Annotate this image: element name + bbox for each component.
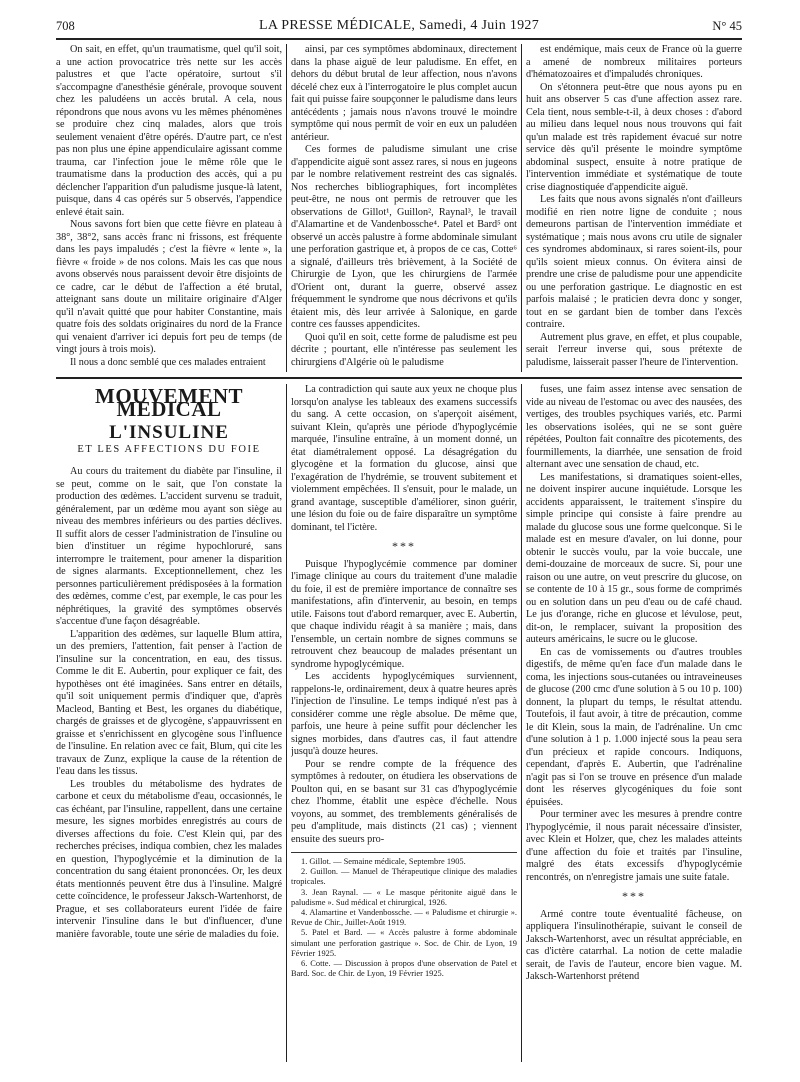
paragraph: On sait, en effet, qu'un traumatisme, quel qu'il soit, a une action provocatrice très nette sur les accès palustres et que l'acte opératoire, surtout s'il s'accompagne d'anesthésie générale, provoque souvent chez les paludéens un accès brutal. A cela, nous répondrons que nous avons vu les mêmes phénomènes se produire chez cinq malades, alors que trois seulement venaient d'être opérés. D'autre part, ce n'est pas non plus une épine appendiculaire agissant comme trauma, car l'infection joue le même rôle que le traumatisme dans la production des accès, qui a pu déclencher l'apparition d'un paludisme jusque-là latent, puisque, dans 4 cas opérés sur 5 observés, l'appendice enlevé était sain. [56,44,282,218]
paragraph: Les faits que nous avons signalés n'ont d'ailleurs modifié en rien notre ligne de conduite ; nous demeurons partisan de l'intervention immédiate et systématique ; mais nous avons cru utile de signaler ces syndromes abdominaux, si rares soient-ils, pour qu'ils soient mieux connus. On évitera ainsi de prendre une crise de paludisme pour une appendicite ou une perforation gastrique. Le diagnostic en est parfois malaisé ; le praticien devra donc y songer, tout en se gardant bien de tomber dans l'excès contraire. [526,194,742,330]
page-number: 708 [56,19,75,33]
paragraph: On s'étonnera peut-être que nous ayons pu en huit ans observer 5 cas d'une affection assez rare. Cela tient, nous semble-t-il, à deux choses : d'abord au milieu dans lequel nous nous trouvons qui fait qu'un malade est très rapidement évacué sur notre service dès qu'il présente le moindre symptôme abdominal suspect, ensuite à notre pratique de l'intervention immédiate et systématique de toute crise diagnostiquée d'appendicite aiguë. [526,81,742,193]
column-divider [286,44,287,372]
header-rule [56,38,742,40]
footnote: 5. Patel et Bard. — « Accès palustre à forme abdominale simulant une perforation gastrique ». Soc. de Chir. de Lyon, 19 Février 1925. [291,928,517,958]
paragraph: est endémique, mais ceux de France où la guerre a amené de nombreux militaires porteurs d'hématozoaires et d'impaludés chroniques. [526,44,742,80]
paragraph: Au cours du traitement du diabète par l'insuline, il se peut, comme on le sait, que l'on constate la production des œdèmes. L'accident survenu se traduit, généralement, par un œdème mou ayant son siège au niveau des membres inférieurs ou des parties déclives. Il suffit alors de cesser l'administration de l'insuline ou bien d'instituer un régime hypochloruré, sans interrompre le traitement, pour amener la disparition de signes alarmants. Exceptionnellement, chez les personnes particulièrement prédisposées à la formation des œdèmes, comme c'est, par exemple, le cas pour les néphrétiques, la gravité des symptômes observés s'accentue d'une façon désagréable. [56,466,282,627]
paragraph: Il nous a donc semblé que ces malades entraient [70,356,266,368]
footnote: 4. Alamartine et Vandenbossche. — « Paludisme et chirurgie ». Revue de Chir., Juillet-Août 1919. [291,908,517,928]
paragraph: Autrement plus grave, en effet, et plus coupable, serait l'erreur inverse qui, sous prétexte de paludisme, laisserait passer l'heure de l'intervention. [526,331,742,368]
section-rule [56,377,742,379]
section-separator: *** [622,889,646,903]
paragraph: La contradiction qui saute aux yeux ne choque plus lorsqu'on analyse les tableaux des examens successifs du sang. A cette occasion, on s'aperçoit aisément, suivant Klein, qu'après une période d'hypoglycémie marquée, l'insuline entraîne, à un moment donné, un état diamétralement opposé. La désagrégation du glycogène et la formation du glucose, ainsi que l'exagération de l'hydrémie, se trouvent subitement et violemment empêchées. Il s'ensuit, pour le malade, un grand avantage, susceptible d'améliorer, sinon guérir, une lésion du foie ou de faire disparaître un symptôme dominant, tel l'ictère. [291,384,517,533]
footnote: 1. Gillot. — Semaine médicale, Septembre 1905. [301,857,466,866]
top-column-2 [291,44,517,374]
paragraph: fuses, une faim assez intense avec sensation de vide au niveau de l'estomac ou avec des nausées, des vertiges, des troubles psychiques variés, etc. Parmi les observations isolées, qui ne se sont guère répétées, Poulton fait connaître des picotements, des fourmillements, la diarrhée, une sensation de froid alternant avec une sensation de chaud, etc. [526,384,742,470]
paragraph: Ces formes de paludisme simulant une crise d'appendicite aiguë sont assez rares, si nous en jugeons par le nombre relativement restreint des cas signalés. Nos recherches bibliographiques, fort incomplètes peut-être, ne nous ont permis de retrouver que les observations de Gillot¹, Guillon², Raynal³, le travail d'Alamartine et de Vandenbossche⁴. Patel et Bard⁵ ont observé un accès palustre à forme abdominale simulant une perforation gastrique et, à propos de ce cas, Cotte⁶ a signalé, d'ailleurs très brièvement, à la Société de Chirurgie de Lyon, que les chirurgiens de l'armée d'Orient ont, durant la guerre, observé assez fréquemment le syndrome que nous décrivons et qu'ils étaient mis, dès leur arrivée à Salonique, en garde contre ces fausses appendicites. [291,144,517,330]
bottom-column-2 [291,384,517,1064]
paragraph: Nous savons fort bien que cette fièvre en plateau à 38°, 38°2, sans accès franc ni frissons, est fréquente dans les pays impaludés ; c'est la fièvre « lente », la fièvre « froide » de nos colons. Mais les cas que nous avons observés nous paraissent devoir être disjoints de ce cadre, car le début de l'affection a été brutal, atteignant sans doute un militaire originaire d'Alger qu'il n'avait quitté que pour habiter Constantine, mais quatre fois des soldats originaires du nord de la France qui venaient d'arriver ici depuis fort peu de temps (de vingt jours à trois mois). [56,219,282,355]
article-subtitle: ET LES AFFECTIONS DU FOIE [77,443,261,455]
top-column-1 [56,44,282,374]
bottom-column-1 [56,384,282,1064]
paragraph: ainsi, par ces symptômes abdominaux, directement dans la phase aiguë de leur paludisme. En effet, en dehors du début brutal de leur affection, nous n'avons décelé chez eux à l'interrogatoire le plus complet aucun fait qui puisse faire soupçonner le paludisme dans leurs antécédents ; jamais nous n'avons trouvé le moindre symptôme qui nous permît de voir en eux un paludéen antérieur. [291,44,517,143]
journal-title: LA PRESSE MÉDICALE, Samedi, 4 Juin 1927 [258,18,540,33]
paragraph: Pour se rendre compte de la fréquence des symptômes à redouter, on étudiera les observations de Poulton qui, en se basant sur 31 cas d'hypoglycémie chez l'homme, établit une espèce d'échelle. Nous voyons, au sommet, des tremblements généralisés de peu d'amplitude, mais distincts (21 cas) ; viennent ensuite des sueurs pro- [291,758,517,845]
column-divider [521,384,522,1062]
top-column-3 [526,44,742,374]
column-divider [286,384,287,1062]
page-header [56,17,742,37]
column-divider [521,44,522,372]
section-separator: *** [392,539,416,553]
footnote: 2. Guillon. — Manuel de Thérapeutique clinique des maladies tropicales. [291,867,517,887]
footnote: 3. Jean Raynal. — « Le masque péritonite aiguë dans le paludisme ». Sud médical et chirurgical, 1926. [291,887,517,907]
article-title: L'INSULINE [109,422,229,443]
paragraph: Puisque l'hypoglycémie commence par dominer l'image clinique au cours du traitement d'une maladie du foie, il est de première importance de connaître ses manifestations, afin d'intervenir, au besoin, en temps utile. Faisons tout d'abord remarquer, avec E. Aubertin, que chaque individu réagit à sa manière ; mais, dans l'ensemble, un certain nombre de signes communs se retrouvent chez beaucoup de malades présentant un syndrome hypoglycémique. [291,558,517,670]
bottom-column-3 [526,384,742,1064]
paragraph: L'apparition des œdèmes, sur laquelle Blum attira, un des premiers, l'attention, fait penser à l'action de l'insuline sur la concentration, en eau, des tissus. Comme le dit E. Aubertin, pour expliquer ce fait, des hypothèses ont été imaginées. Sans entrer en détails, qu'il soit uniquement permis d'indiquer que, d'après Macleod, Banting et Best, les organes du diabétique, chargés de graisses et de glycogène, s'appauvrissent en graisse et s'enrichissent en glycogène sous l'influence de l'insuline. En relation avec ce fait, Blum, qui cite les travaux de Zunz, explique la cause de la rétention de l'eau dans les tissus. [56,628,282,777]
paragraph: Les accidents hypoglycémiques surviennent, rappelons-le, ordinairement, deux à quatre heures après l'injection de l'insuline. Le temps indiqué n'est pas à considérer comme une règle absolue. De même que, parfois, une heure à peine suffit pour déclencher les signes morbides, dans d'autres cas, il faut attendre jusqu'à douze heures. [291,671,517,757]
paragraph: En cas de vomissements ou d'autres troubles digestifs, de même qu'en face d'un malade dans le coma, les injections sous-cutanées ou intraveineuses de glucose (200 cmc d'une solution à 5 ou 10 p. 100) donnent, la plupart du temps, le résultat attendu. Toutefois, il faut avoir, à titre de précaution, comme le dit Klein, sous la main, de l'adrénaline. Un cmc d'une solution à 1 p. 1.000 injecté sous la peau sera d'un précieux et rapide concours. Indiquons, cependant, d'après E. Aubertin, que l'adrénaline n'agit pas si l'on se trouve en présence d'un malade dont les réserves glycogéniques du foie sont épuisées. [526,646,742,808]
issue-number: N° 45 [712,19,742,33]
paragraph: Pour terminer avec les mesures à prendre contre l'hypoglycémie, il nous parait nécessaire d'insister, avec Klein et Holzer, que, chez les malades atteints d'une affection du foie et traités par l'insuline, malgré des états excessifs d'hypoglycémie rencontrés, on n'enregistre jamais une suite fatale. [526,809,742,883]
paragraph: Les troubles du métabolisme des hydrates de carbone et ceux du métabolisme d'eau, occasionnés, le cas échéant, par l'insuline, rappellent, dans une certaine mesure, les signes morbides enregistrés au cours de diverses affections du foie. C'est Klein qui, par des recherches précises, indiqua combien, chez les malades en question, l'hypoglycémie et la diminution de la concentration du sang étaient prononcées. Or, les deux états mentionnés peuvent être dus à l'insuline. Malgré cette coïncidence, le professeur Jaksch-Wartenhorst, de Prague, et ses collaborateurs eurent l'idée de faire intervenir l'insuline dans le but d'influencer, d'une manière favorable, toute une série de maladies du foie. [56,778,282,940]
footnote: 6. Cotte. — Discussion à propos d'une observation de Patel et Bard. Soc. de Chir. de Lyon, 19 Février 1925. [291,959,517,979]
section-title: MOUVEMENT MÉDICAL [95,384,243,421]
paragraph: Les manifestations, si dramatiques soient-elles, ne doivent inspirer aucune inquiétude. Lorsque les accidents apparaissent, le traitement s'inspire du simple principe qui consiste à faire prendre au malade du glucose sous une forme quelconque. Si le malade est en mesure d'avaler, on lui donne, pour obtenir le succès voulu, par la voie buccale, une demi-douzaine de morceaux de sucre. Si, pour une raison ou une autre, on veut prescrire du glucose, on se contente de 10 à 15 gr., sous forme de comprimés ou en solution dans un peu d'eau ou de café chaud. Le jus d'orange, riche en glucose et lévulose, peut, dit-on, le remplacer, suivant la proposition des auteurs américains, le sucre ou le glucose. [526,471,742,645]
footnotes [291,852,517,979]
paragraph: Armé contre toute éventualité fâcheuse, on appliquera l'insulinothérapie, suivant le conseil de Jaksch-Wartenhorst, avec un résultat appréciable, en cas d'ictère catarrhal. La notion de cette maladie serait, de l'avis de l'auteur, encore bien vague. M. Jaksch-Wartenhorst prétend [526,908,742,982]
paragraph: Quoi qu'il en soit, cette forme de paludisme est peu décrite ; pourtant, elle n'intéresse pas seulement les chirurgiens d'Algérie où le paludisme [291,331,517,368]
